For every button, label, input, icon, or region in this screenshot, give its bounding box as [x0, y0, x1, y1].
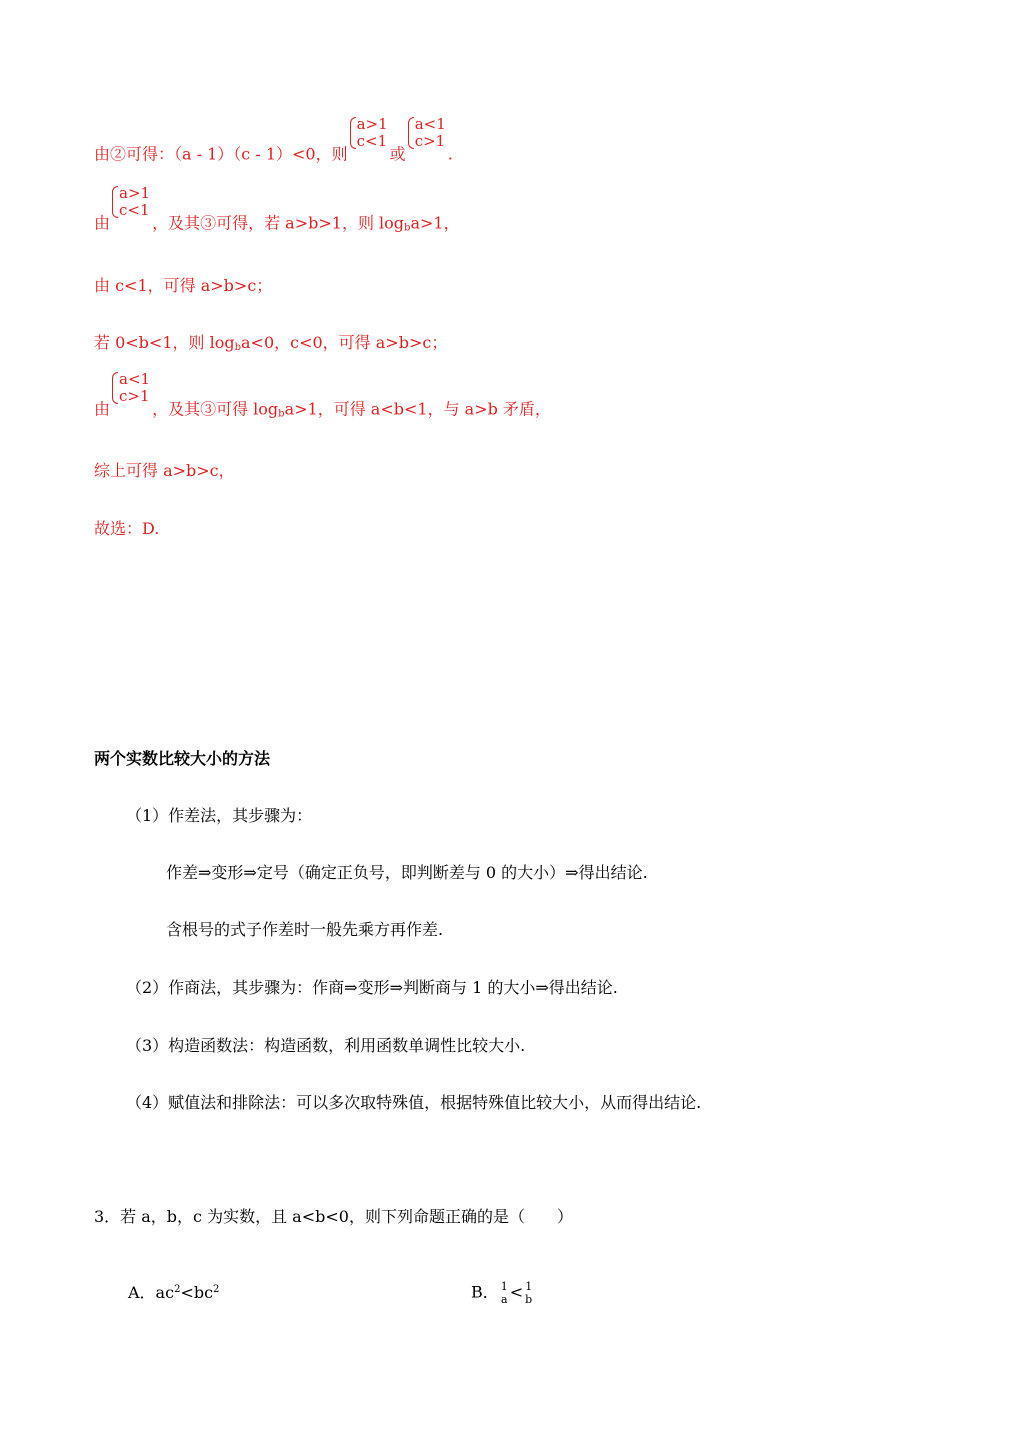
- inequality-system-4: a<1 c>1: [112, 371, 150, 405]
- solution-line-6: 综上可得 a>b>c，: [94, 461, 235, 480]
- solution-line-5: 由 a<1 c>1 ，及其③可得 $\log_ba>1$，可得 a<b<1，与 a>b 矛盾，: [94, 370, 551, 420]
- solution-line-4: 若 0<b<1，则 $\log_ba<0$，c<0，可得 a>b>c；: [94, 333, 448, 353]
- method-item-4: （4）赋值法和排除法：可以多次取特殊值，根据特殊值比较大小，从而得出结论.: [126, 1093, 702, 1112]
- method-item-1: （1）作差法，其步骤为：: [126, 806, 313, 825]
- fraction-one-over-b: 1 b: [525, 1280, 533, 1306]
- solution-line-3: 由 c<1，可得 a>b>c；: [94, 276, 273, 295]
- method-item-1-note: 含根号的式子作差时一般先乘方再作差.: [166, 920, 444, 939]
- question-stem: 3．若 a，b，c 为实数，且 a<b<0，则下列命题正确的是（ ）: [94, 1207, 573, 1226]
- solution-line-2: 由 a>1 c<1 ，及其③可得，若 a>b>1，则 $\log_ba>1$，: [94, 184, 460, 234]
- option-b: B． 1 a < 1 b: [471, 1280, 533, 1306]
- method-item-2: （2）作商法，其步骤为：作商⇒变形⇒判断商与 1 的大小⇒得出结论.: [126, 978, 618, 997]
- method-item-3: （3）构造函数法：构造函数，利用函数单调性比较大小.: [126, 1036, 526, 1055]
- option-a: A．$ac^2<bc^2$: [128, 1283, 220, 1302]
- solution-answer: 故选：D.: [94, 519, 160, 538]
- inequality-system-3: a>1 c<1: [112, 185, 150, 219]
- inequality-system-2: a<1 c>1: [408, 116, 446, 150]
- fraction-one-over-a: 1 a: [500, 1280, 508, 1306]
- inequality-system-1: a>1 c<1: [350, 116, 388, 150]
- method-title: 两个实数比较大小的方法: [94, 749, 271, 768]
- solution-line-1: 由②可得：（a - 1）（c - 1）<0，则 a>1 c<1 或 a<1 c>1 .: [94, 115, 453, 164]
- method-item-1-steps: 作差⇒变形⇒定号（确定正负号，即判断差与 0 的大小）⇒得出结论.: [166, 863, 648, 882]
